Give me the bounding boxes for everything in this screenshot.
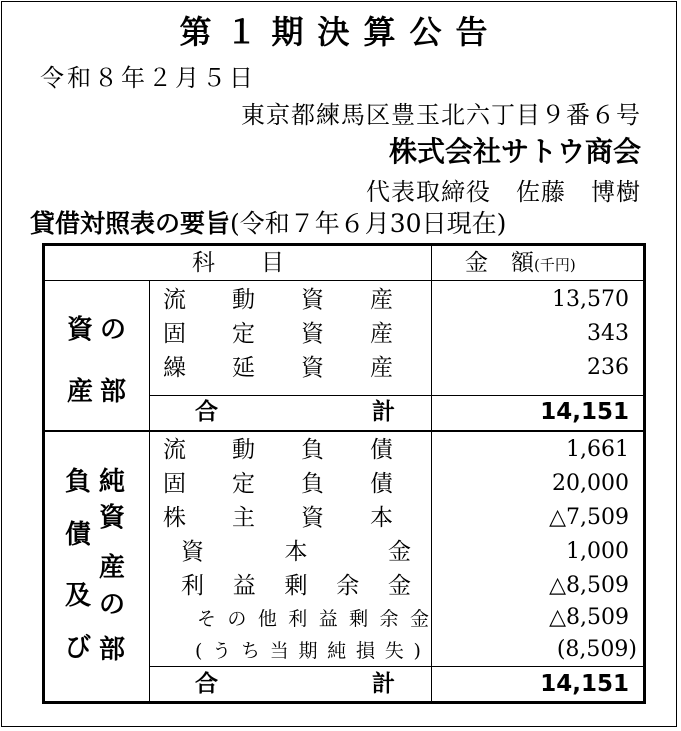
section-column-divider	[149, 281, 150, 701]
liabilities-total-top-rule	[149, 666, 643, 667]
glyph: 固	[163, 471, 186, 497]
glyph: (	[195, 640, 203, 662]
asset-row-item	[163, 320, 393, 348]
glyph: 定	[232, 471, 255, 497]
column-header-item: 科 目	[192, 250, 284, 276]
glyph: 損	[356, 640, 376, 662]
glyph: 定	[232, 321, 255, 347]
liability-row-item	[181, 538, 411, 566]
notice-date: 令和８年２月５日	[40, 64, 256, 92]
subtitle-period: (令和７年６月30日現在)	[230, 209, 507, 238]
asset-row-item	[163, 286, 393, 314]
glyph: 資	[301, 321, 324, 347]
liabilities-label-char: 負	[65, 467, 92, 497]
liabilities-label-char: 産	[99, 553, 126, 583]
glyph: ち	[240, 640, 260, 662]
glyph: 資	[301, 355, 324, 381]
liability-row-item	[163, 504, 393, 532]
section-divider	[45, 430, 643, 432]
asset-row-amount: 343	[587, 321, 629, 346]
liabilities-total-label	[195, 670, 395, 698]
glyph: 動	[232, 287, 255, 313]
asset-row-amount: 13,570	[552, 287, 629, 312]
liability-row-amount: △7,509	[549, 505, 629, 530]
glyph: 資	[181, 539, 204, 565]
liability-row-amount: △8,509	[549, 573, 629, 598]
glyph: 負	[301, 471, 324, 497]
liability-row-amount: (8,509)	[556, 637, 637, 662]
glyph: 純	[327, 640, 347, 662]
liability-row-amount: 1,661	[566, 437, 629, 462]
glyph: 益	[318, 608, 338, 630]
glyph: 益	[232, 573, 256, 599]
glyph: 流	[163, 437, 186, 463]
liabilities-label-char: 資	[99, 503, 126, 533]
liabilities-label-char: び	[65, 633, 92, 663]
glyph: 剰	[349, 608, 369, 630]
column-header-amount: 金 額	[465, 250, 534, 276]
glyph: 金	[409, 608, 429, 630]
column-header-amount-group	[465, 249, 576, 279]
glyph: 延	[232, 355, 255, 381]
glyph: 主	[232, 505, 255, 531]
company-address: 東京都練馬区豊玉北六丁目９番６号	[241, 101, 641, 129]
subtitle-main: 貸借対照表の要旨	[30, 209, 231, 238]
glyph: 産	[370, 355, 393, 381]
liability-row-item	[163, 436, 393, 464]
page-title: 第１期決算公告	[179, 13, 502, 51]
liabilities-label-char: 債	[65, 520, 92, 550]
glyph: 金	[388, 539, 411, 565]
glyph: 本	[284, 539, 308, 565]
glyph: 株	[163, 505, 186, 531]
liability-row-amount: 20,000	[552, 471, 629, 496]
liability-row-amount: 1,000	[566, 539, 629, 564]
glyph: 剰	[284, 573, 308, 599]
column-header-unit: (千円)	[534, 256, 576, 274]
assets-total-amount: 14,151	[540, 399, 629, 425]
glyph: そ	[197, 608, 217, 630]
glyph: 債	[370, 471, 393, 497]
glyph: の	[227, 608, 247, 630]
glyph: 本	[370, 505, 393, 531]
liability-row-item	[197, 605, 429, 633]
glyph: 産	[370, 287, 393, 313]
glyph: 債	[370, 437, 393, 463]
assets-label-char-1: 資	[67, 315, 94, 345]
representative: 代表取締役 佐藤 博樹	[366, 178, 641, 206]
liabilities-label-char: 及	[65, 581, 92, 611]
glyph: 利	[288, 608, 308, 630]
liabilities-label-char: 部	[99, 635, 126, 665]
glyph: 動	[232, 437, 255, 463]
liability-row-item	[195, 637, 421, 665]
glyph: 資	[301, 287, 324, 313]
glyph: 当	[269, 640, 289, 662]
balance-sheet-subtitle	[30, 208, 506, 240]
liabilities-total-amount: 14,151	[540, 671, 629, 697]
company-name: 株式会社サトウ商会	[388, 135, 641, 168]
glyph: 負	[301, 437, 324, 463]
glyph: 他	[257, 608, 277, 630]
asset-row-item	[163, 354, 393, 382]
glyph: 余	[336, 573, 360, 599]
glyph: う	[212, 640, 232, 662]
liabilities-label-char: の	[99, 590, 126, 620]
glyph: 失	[384, 640, 404, 662]
glyph: 産	[370, 321, 393, 347]
glyph: )	[413, 640, 421, 662]
glyph: 繰	[163, 355, 186, 381]
glyph: 期	[298, 640, 318, 662]
balance-sheet-table	[42, 243, 646, 704]
header-divider	[45, 280, 643, 281]
asset-row-amount: 236	[587, 355, 629, 380]
assets-label-char-4: 部	[100, 377, 127, 407]
liability-row-item	[163, 470, 393, 498]
liability-row-item	[181, 572, 411, 600]
liability-row-amount: △8,509	[549, 605, 629, 630]
glyph: 合	[195, 671, 218, 697]
glyph: 計	[372, 671, 395, 697]
assets-total-label	[195, 398, 395, 426]
glyph: 余	[379, 608, 399, 630]
assets-label-char-2: の	[100, 315, 127, 345]
glyph: 利	[181, 573, 204, 599]
glyph: 金	[388, 573, 411, 599]
glyph: 資	[301, 505, 324, 531]
assets-total-top-rule	[149, 395, 643, 396]
glyph: 固	[163, 321, 186, 347]
glyph: 計	[372, 399, 395, 425]
assets-label-char-3: 産	[67, 377, 94, 407]
glyph: 流	[163, 287, 186, 313]
liabilities-label-char: 純	[99, 467, 126, 497]
glyph: 合	[195, 399, 218, 425]
amount-column-divider	[431, 246, 432, 701]
